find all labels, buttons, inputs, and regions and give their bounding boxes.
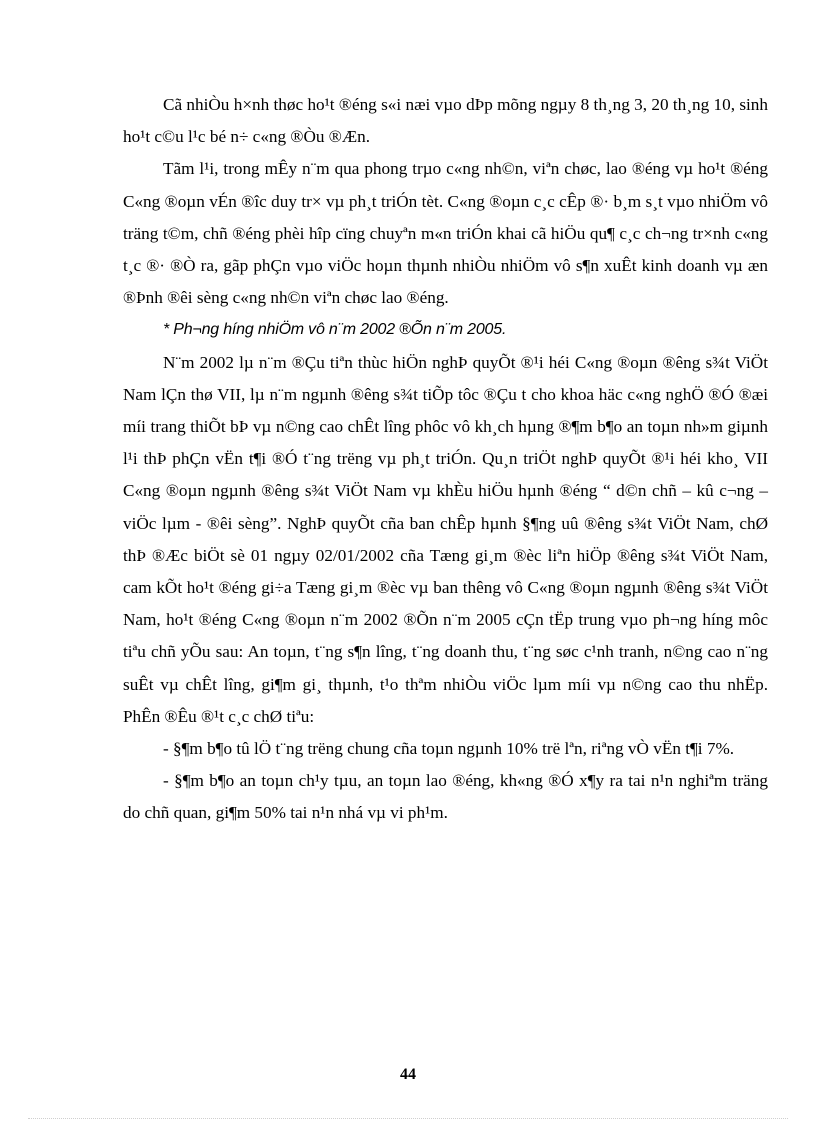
page-bottom-divider [28,1118,788,1119]
page-number: 44 [400,1066,416,1083]
paragraph-womens-activities: Cã nhiÒu h×nh thøc ho¹t ®éng s«i næi vµo dÞp mõng ngµy 8 th¸ng 3, 20 th¸ng 10, sinh ho¹t c©u l¹c bé n÷ c«ng ®Òu ®Æn. [123,95,768,147]
body-text [123,89,768,830]
paragraph-2002-goals: N¨m 2002 lµ n¨m ®Çu tiªn thùc hiÖn nghÞ quyÕt ®¹i héi C«ng ®oµn ®êng s¾t ViÖt Nam lÇn thø VII, lµ n¨m ngµnh ®êng s¾t tiÕp tôc ®Çu t cho khoa häc c«ng nghÖ ®Ó ®æi míi trang thiÕt bÞ vµ n©ng cao chÊt lîng phôc vô kh¸ch hµng ®¶m b¶o an toµn nh»m giµnh l¹i thÞ phÇn vËn t¶i ®Ó t¨ng trëng vµ ph¸t triÓn. Qu¸n triÖt nghÞ quyÕt ®¹i héi kho¸ VII C«ng ®oµn ngµnh ®êng s¾t ViÖt Nam vµ khÈu hiÖu hµnh ®éng “ d©n chñ – kû c¬ng – viÖc lµm - ®êi sèng”. NghÞ quyÕt cña ban chÊp hµnh §¶ng uû ®êng s¾t ViÖt Nam, chØ thÞ ®Æc biÖt sè 01 ngµy 02/01/2002 cña Tæng gi¸m ®èc liªn hiÖp ®êng s¾t ViÖt Nam, cam kÕt ho¹t ®éng gi÷a Tæng gi¸m ®èc vµ ban thêng vô C«ng ®oµn ngµnh ®êng s¾t ViÖt Nam, ho¹t ®éng C«ng ®oµn n¨m 2002 ®Õn n¨m 2005 cÇn tËp trung vµo ph¬ng híng môc tiªu chñ yÕu sau: An toµn, t¨ng s¶n lîng, t¨ng doanh thu, t¨ng søc c¹nh tranh, n©ng cao n¨ng suÊt vµ chÊt lîng, gi¶m gi¸ thµnh, t¹o thªm nhiÒu viÖc lµm míi vµ n©ng cao thu nhËp. PhÊn ®Êu ®¹t c¸c chØ tiªu: [123,352,768,726]
section-heading: * Ph¬ng híng nhiÖm vô n¨m 2002 ®Õn n¨m 2005. [163,321,507,339]
bullet-safety-target: - §¶m b¶o an toµn ch¹y tµu, an toµn lao ®éng, kh«ng ®Ó x¶y ra tai n¹n nghiªm träng do chñ quan, gi¶m 50% tai n¹n nhá vµ vi ph¹m. [123,771,768,823]
bullet-growth-target: - §¶m b¶o tû lÖ t¨ng trëng chung cña toµn ngµnh 10% trë lªn, riªng vÒ vËn t¶i 7%. [163,739,735,759]
paragraph-summary: Tãm l¹i, trong mÊy n¨m qua phong trµo c«ng nh©n, viªn chøc, lao ®éng vµ ho¹t ®éng C«ng ®oµn vÉn ®îc duy tr× vµ ph¸t triÓn tèt. C«ng ®oµn c¸c cÊp ®· b¸m s¸t vµo nhiÖm vô träng t©m, chñ ®éng phèi hîp cïng chuyªn m«n triÓn khai cã hiÖu qu¶ c¸c ch¬ng tr×nh c«ng t¸c ®· ®Ò ra, gãp phÇn vµo viÖc hoµn thµnh nhiÒu nhiÖm vô s¶n xuÊt kinh doanh vµ æn ®Þnh ®êi sèng c«ng nh©n viªn chøc lao ®éng. [123,159,768,308]
